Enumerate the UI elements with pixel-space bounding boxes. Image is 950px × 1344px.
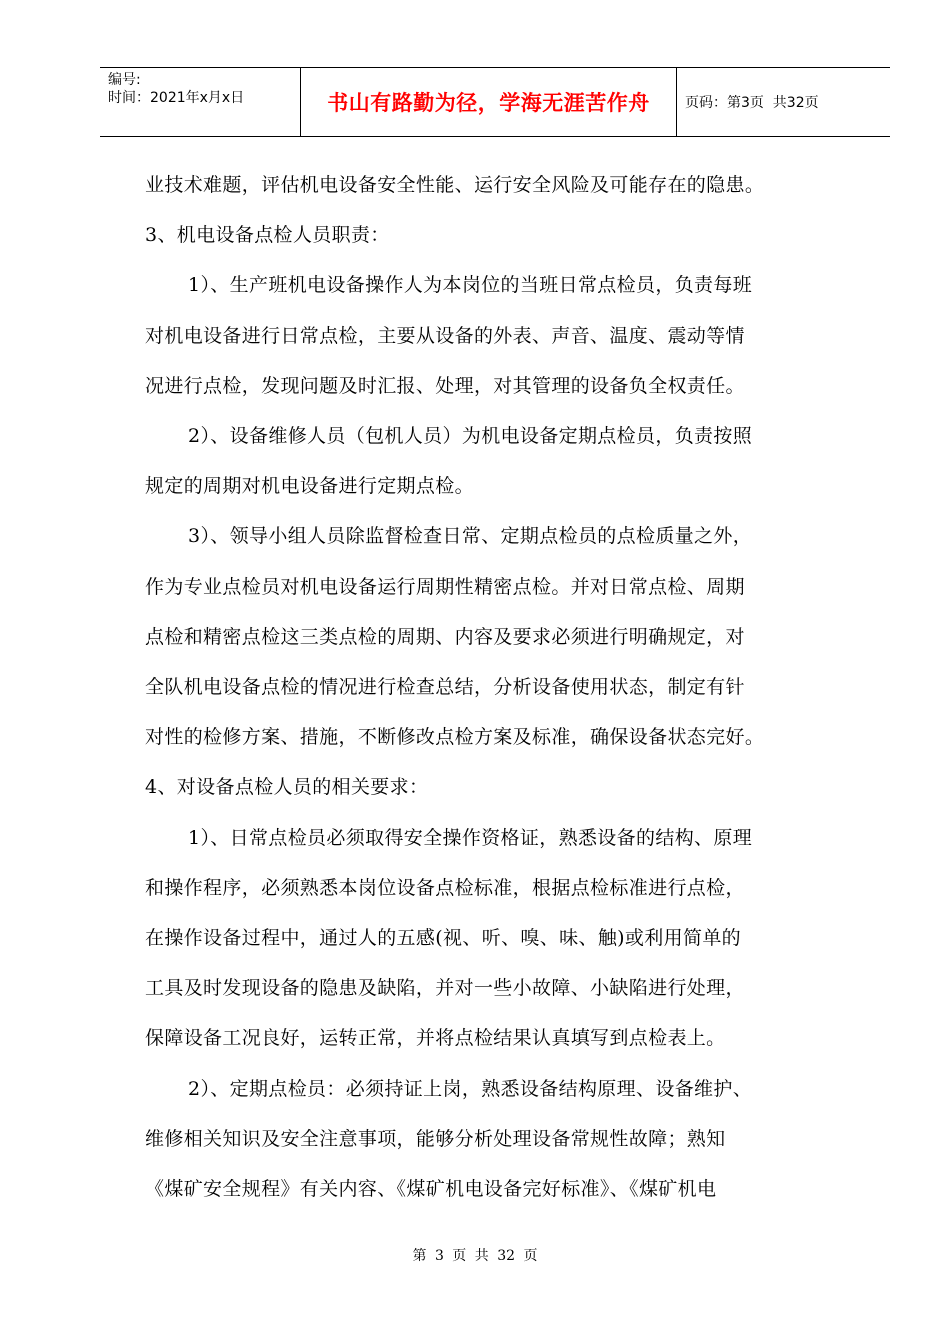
document-body <box>145 160 850 1214</box>
text-line: 规定的周期对机电设备进行定期点检。 <box>145 475 474 498</box>
section-heading: 4、对设备点检人员的相关要求： <box>145 776 429 799</box>
text-line: 况进行点检，发现问题及时汇报、处理，对其管理的设备负全权责任。 <box>145 374 745 397</box>
header-page-info <box>677 68 890 136</box>
serial-label: 编号: <box>108 72 141 88</box>
section-heading: 3、机电设备点检人员职责： <box>145 224 390 247</box>
text-line: 1）、生产班机电设备操作人为本岗位的当班日常点检员，负责每班 <box>188 274 753 297</box>
text-line: 点检和精密点检这三类点检的周期、内容及要求必须进行明确规定，对 <box>145 625 745 648</box>
header-meta <box>100 68 301 136</box>
text-line: 对机电设备进行日常点检，主要从设备的外表、声音、温度、震动等情 <box>145 324 745 347</box>
page-label: 页码：第3页 共32页 <box>685 95 819 111</box>
text-line: 维修相关知识及安全注意事项，能够分析处理设备常规性故障；熟知 <box>145 1127 726 1150</box>
header-motto: 书山有路勤为径，学海无涯苦作舟 <box>301 68 677 136</box>
text-line: 作为专业点检员对机电设备运行周期性精密点检。并对日常点检、周期 <box>145 575 745 598</box>
text-line: 全队机电设备点检的情况进行检查总结，分析设备使用状态，制定有针 <box>145 676 745 699</box>
text-line: 工具及时发现设备的隐患及缺陷，并对一些小故障、小缺陷进行处理， <box>145 977 745 1000</box>
text-line: 保障设备工况良好，运转正常，并将点检结果认真填写到点检表上。 <box>145 1027 726 1050</box>
time-label: 时间：2021年x月x日 <box>108 90 245 106</box>
page-footer: 第 3 页 共 32 页 <box>412 1248 538 1264</box>
text-line: 2）、定期点检员：必须持证上岗，熟悉设备结构原理、设备维护、 <box>188 1077 753 1100</box>
text-line: 3）、领导小组人员除监督检查日常、定期点检员的点检质量之外， <box>188 525 753 548</box>
text-line: 在操作设备过程中，通过人的五感(视、听、嗅、味、触)或利用简单的 <box>145 927 742 950</box>
text-line: 2）、设备维修人员（包机人员）为机电设备定期点检员，负责按照 <box>188 425 753 448</box>
page-header <box>100 67 890 137</box>
text-line: 业技术难题，评估机电设备安全性能、运行安全风险及可能存在的隐患。 <box>145 174 765 196</box>
text-line: 和操作程序，必须熟悉本岗位设备点检标准，根据点检标准进行点检， <box>145 876 745 899</box>
text-line: 1）、日常点检员必须取得安全操作资格证，熟悉设备的结构、原理 <box>188 826 753 849</box>
text-line: 《煤矿安全规程》有关内容、《煤矿机电设备完好标准》、《煤矿机电 <box>145 1178 717 1201</box>
text-line: 对性的检修方案、措施，不断修改点检方案及标准，确保设备状态完好。 <box>145 726 765 749</box>
